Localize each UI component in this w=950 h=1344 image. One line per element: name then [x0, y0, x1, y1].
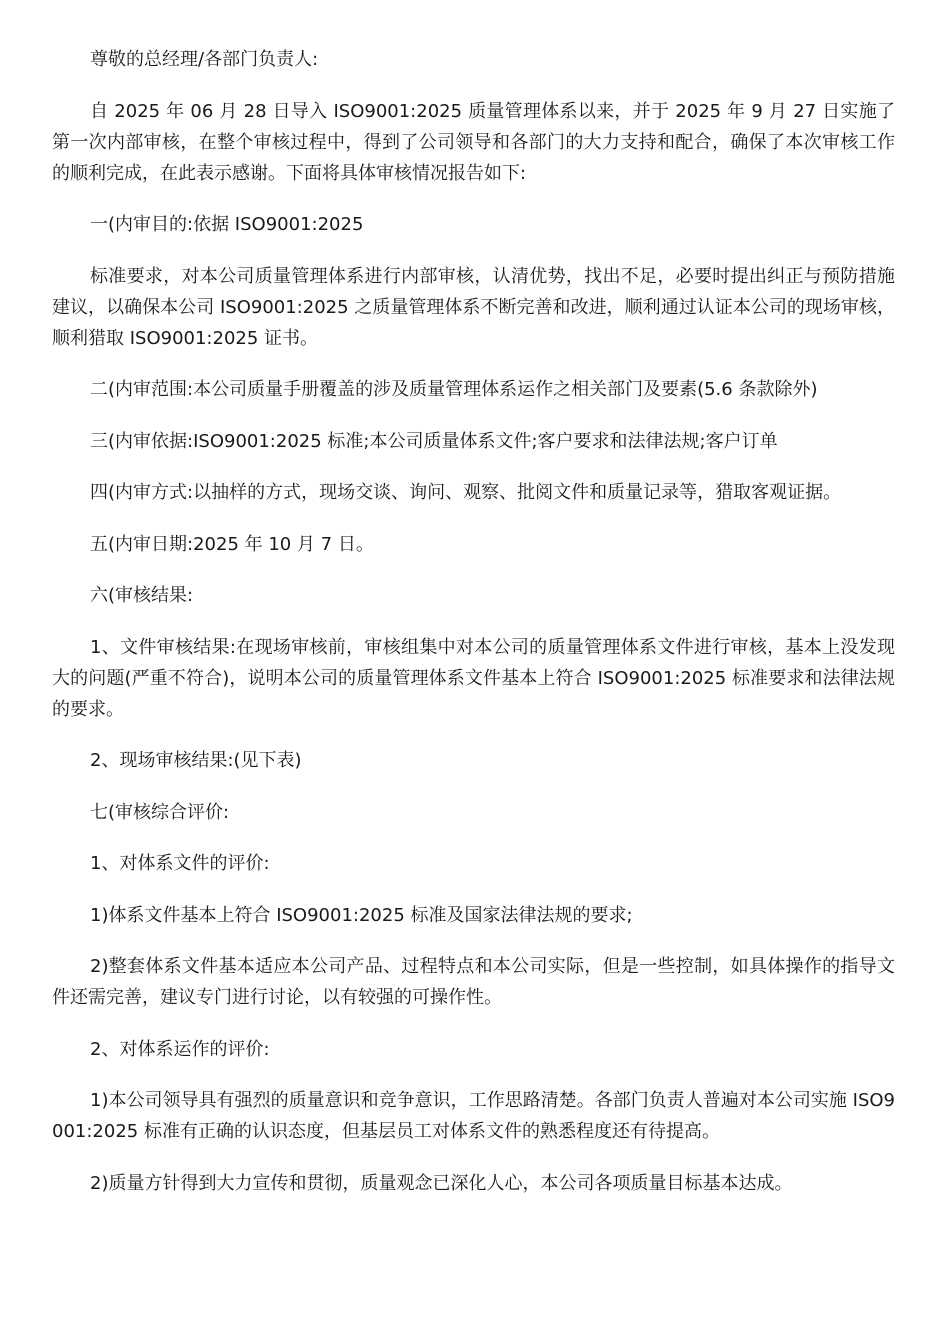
evaluation-documents-item-2: 2)整套体系文件基本适应本公司产品、过程特点和本公司实际，但是一些控制，如具体操作的指导文件还需完善，建议专门进行讨论，以有较强的可操作性。: [52, 956, 895, 1008]
evaluation-operation-item-2: 2)质量方针得到大力宣传和贯彻，质量观念已深化人心，本公司各项质量目标基本达成。: [90, 1172, 793, 1194]
intro-paragraph: 自 2025 年 06 月 28 日导入 ISO9001:2025 质量管理体系以来，并于 2025 年 9 月 27 日实施了第一次内部审核，在整个审核过程中，得到了公司领导和各部门的大力支持和配合，确保了本次审核工作的顺利完成，在此表示感谢。下面将具体审核情况报告如下:: [52, 100, 895, 184]
section-purpose-body: 标准要求，对本公司质量管理体系进行内部审核，认清优势，找出不足，必要时提出纠正与预防措施建议，以确保本公司 ISO9001:2025 之质量管理体系不断完善和改进，顺利通过认证本公司的现场审核，顺利猎取 ISO9001:2025 证书。: [52, 265, 895, 349]
section-basis: 三(内审依据:ISO9001:2025 标准;本公司质量体系文件;客户要求和法律法规;客户订单: [90, 430, 778, 452]
section-scope: 二(内审范围:本公司质量手册覆盖的涉及质量管理体系运作之相关部门及要素(5.6 条款除外): [90, 379, 818, 400]
salutation: 尊敬的总经理/各部门负责人:: [90, 49, 319, 70]
section-method: 四(内审方式:以抽样的方式，现场交谈、询问、观察、批阅文件和质量记录等，猎取客观证据。: [90, 482, 842, 503]
result-onsite-review: 2、现场审核结果:(见下表): [90, 750, 302, 771]
section-purpose-heading: 一(内审目的:依据 ISO9001:2025: [90, 214, 364, 235]
section-results-heading: 六(审核结果:: [90, 585, 194, 606]
evaluation-operation-item-1: 1)本公司领导具有强烈的质量意识和竞争意识，工作思路清楚。各部门负责人普遍对本公司实施 ISO9001:2025 标准有正确的认识态度，但基层员工对体系文件的熟悉程度还有待提高。: [52, 1090, 895, 1142]
evaluation-documents-item-1: 1)体系文件基本上符合 ISO9001:2025 标准及国家法律法规的要求;: [90, 904, 633, 926]
evaluation-documents-heading: 1、对体系文件的评价:: [90, 853, 270, 874]
section-date: 五(内审日期:2025 年 10 月 7 日。: [90, 533, 374, 555]
result-document-review: 1、文件审核结果:在现场审核前，审核组集中对本公司的质量管理体系文件进行审核，基本上没发现大的问题(严重不符合)，说明本公司的质量管理体系文件基本上符合 ISO9001:2025 标准要求和法律法规的要求。: [52, 636, 895, 720]
section-evaluation-heading: 七(审核综合评价:: [90, 801, 230, 823]
evaluation-operation-heading: 2、对体系运作的评价:: [90, 1038, 270, 1060]
